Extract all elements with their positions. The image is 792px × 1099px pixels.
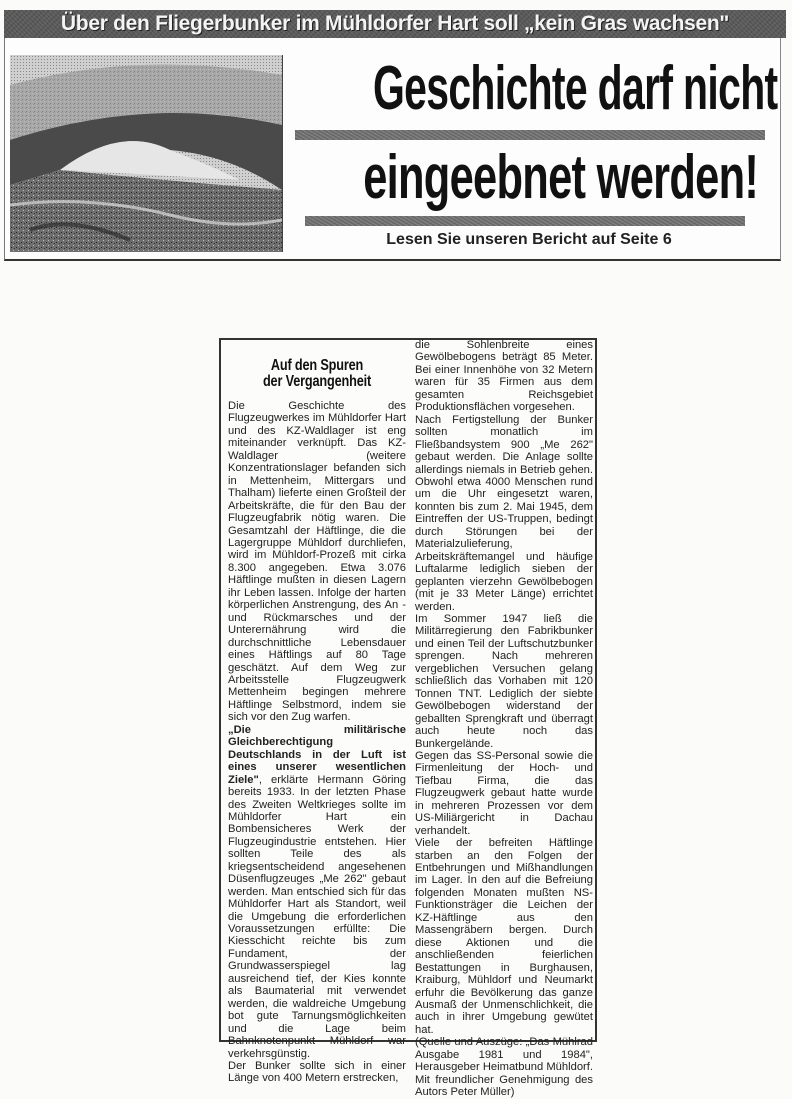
- headline-rule-2: [305, 216, 745, 226]
- headline-line-1: Geschichte darf nicht: [372, 54, 778, 123]
- article-paragraph: Viele der befreiten Häftlinge starben an den Folgen der Entbehrungen und Mißhandlungen im Lager. In den auf die Befreiung folgenden Monaten mußten NS-Funktionsträger die Leichen der KZ-Häftlinge aus den Massengräbern bergen. Durch diese Aktionen und die anschließenden feierlichen Bestattungen in Burghausen, Kraiburg, Mühldorf und Neumarkt erfuhr die Bevölkerung das ganze Ausmaß der Unmenschlichkeit, die auch in ihrer Umgebung gewütet hat.: [415, 837, 593, 1036]
- article-paragraph: Die Geschichte des Flugzeugwerkes im Mühldorfer Hart und des KZ-Waldlager ist eng miteinander verknüpft. Das KZ-Waldlager (weitere Konzentrationslager befanden sich in Mettenheim, Mittergars und Thalham) lieferte einen Großteil der Arbeitskräfte, die für den Bau der Flugzeugfabrik nötig waren. Die Gesamtzahl der Häftlinge, die die Lagergruppe Mühldorf durchliefen, wird im Mühldorf-Prozeß mit cirka 8.300 angegeben. Etwa 3.076 Häftlinge mußten in diesen Lagern ihr Leben lassen. Infolge der harten körperlichen Anstrengung, des An - und Rückmarsches und der Unterernährung wird die durchschnittliche Lebensdauer eines Häftlings auf 80 Tage geschätzt. Auf dem Weg zur Arbeitsstelle Flugzeugwerk Mettenheim begingen mehrere Häftlinge Selbstmord, indem sie sich vor den Zug warfen.: [228, 400, 406, 724]
- quote-continuation: , erklärte Hermann Göring bereits 1933. In der letzten Phase des Zweiten Weltkrieges sollte im Mühldorfer Hart ein Bombensicheres Werk der Flugzeugindustrie entstehen. Hier sollten Teile des als kriegsentscheidend angesehenen Düsenflugzeuges „Me 262" gebaut werden. Man entschied sich für das Mühldorfer Hart als Standort, weil die Umgebung die erforderlichen Voraussetzungen erfüllte: Die Kiesschicht reichte bis zum Fundament, der Grundwasserspiegel lag ausreichend tief, der Kies konnte als Baumaterial mit verwendet werden, die waldreiche Umgebung bot gute Tarnungsmöglichkeiten und die Lage beim Bahnknotenpunkt Mühldorf war verkehrsgünstig.: [228, 773, 406, 1060]
- article-column-left: [228, 358, 406, 1085]
- article-paragraph: Gegen das SS-Personal sowie die Firmenleitung der Hoch- und Tiefbau Firma, die das Flugzeugwerk gebaut hatte wurde in mehreren Prozessen vor dem US-Miliärgericht in Dachau verhandelt.: [415, 749, 593, 837]
- article-title: [244, 358, 390, 390]
- headline-rule-1: [295, 130, 765, 140]
- bunker-arch-photo: [10, 55, 283, 252]
- goering-quote: „Die militärische Gleichberechtigung Deutschlands in der Luft ist eines unserer wesentlichen Ziele": [228, 723, 406, 786]
- article-title-line-1: Auf den Spuren: [270, 357, 364, 374]
- article-paragraph-quote: [228, 724, 406, 1060]
- article-paragraph: Nach Fertigstellung der Bunker sollten monatlich im Fließbandsystem 900 „Me 262" gebaut werden. Die Anlage sollte allerdings niemals in Betrieb gehen. Obwohl etwa 4000 Menschen rund um die Uhr eingesetzt waren, konnten bis zum 2. Mai 1945, dem Eintreffen der US-Truppen, bedingt durch Störungen bei der Materialzulieferung, Arbeitskräftemangel und häufige Luftalarme lediglich sieben der geplanten vierzehn Gewölbebogen (mit je 33 Meter Länge) errichtet werden.: [415, 413, 593, 613]
- headline-line-2: eingeebnet werden!: [363, 143, 759, 212]
- kicker-banner: [4, 10, 786, 38]
- photo-image: [10, 55, 282, 252]
- article-paragraph: die Sohlenbreite eines Gewölbebogens beträgt 85 Meter. Bei einer Innenhöhe von 32 Metern waren für 35 Firmen aus dem gesamten Reichsgebiet Produktionsflächen vorgesehen.: [415, 339, 593, 414]
- kicker-text: Über den Fliegerbunker im Mühldorfer Hart soll „kein Gras wachsen": [60, 12, 730, 35]
- article-column-right: [415, 339, 593, 1099]
- article-box: [219, 338, 597, 1099]
- article-paragraph: Der Bunker sollte sich in einer Länge von 400 Metern erstrecken,: [228, 1060, 406, 1085]
- page-reference: Lesen Sie unseren Bericht auf Seite 6: [386, 231, 672, 248]
- article-paragraph: (Quelle und Auszüge: „Das Mühlrad Ausgabe 1981 und 1984", Herausgeber Heimatbund Mühldorf. Mit freundlicher Genehmigung des Autors Peter Müller): [415, 1036, 593, 1099]
- article-paragraph: Im Sommer 1947 ließ die Militärregierung den Fabrikbunker und einen Teil der Luftschutzbunker sprengen. Nach mehreren vergeblichen Versuchen gelang schließlich das Vorhaben mit 120 Tonnen TNT. Lediglich der siebte Gewölbebogen widerstand der geballten Sprengkraft und überragt auch heute noch das Bunkergelände.: [415, 612, 593, 750]
- article-title-line-2: der Vergangenheit: [262, 373, 372, 390]
